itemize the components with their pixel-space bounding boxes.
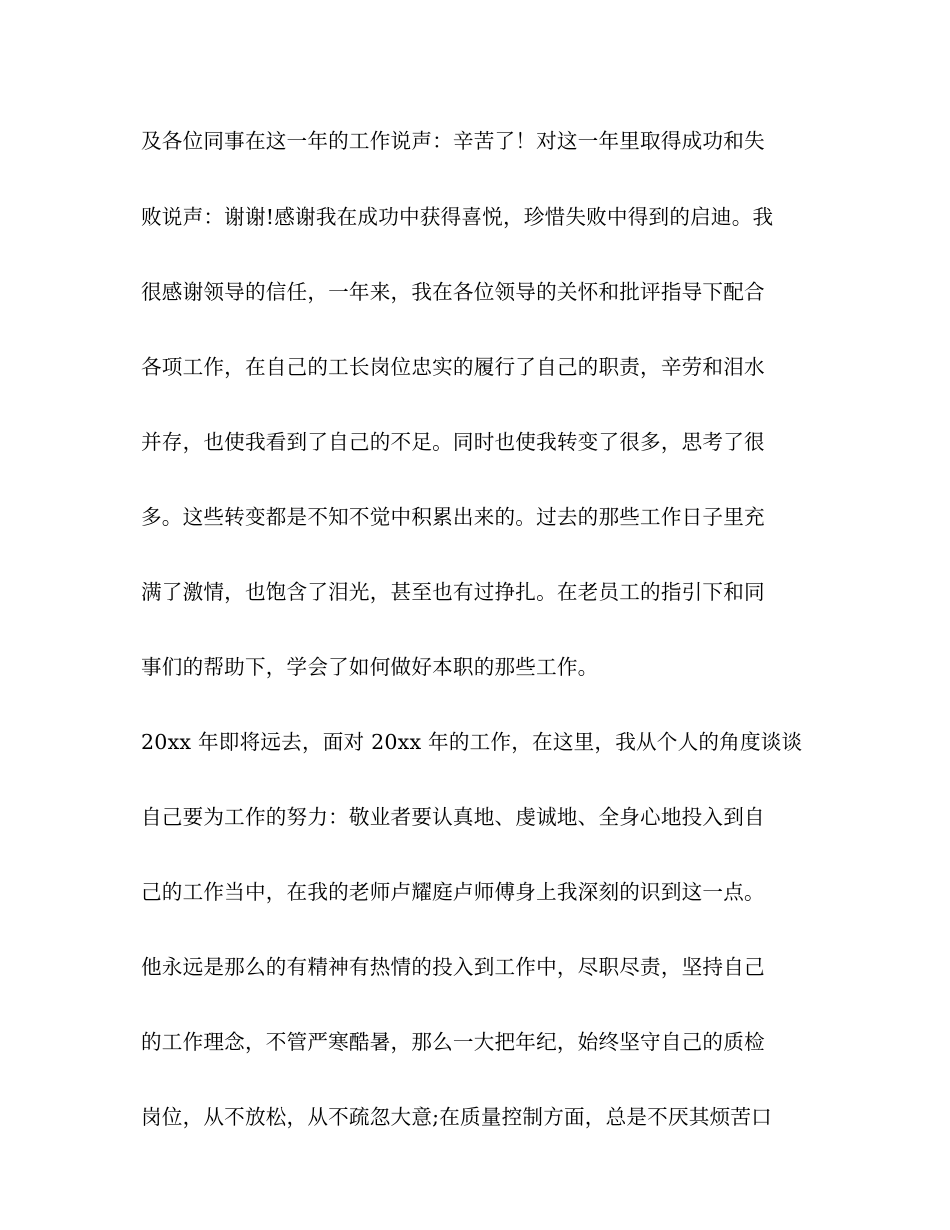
- text-line: 自己要为工作的努力：敬业者要认真地、虔诚地、全身心地投入到自: [141, 805, 765, 829]
- text-line: 败说声：谢谢!感谢我在成功中获得喜悦，珍惜失败中得到的启迪。我: [141, 205, 774, 229]
- text-line: 多。这些转变都是不知不觉中积累出来的。过去的那些工作日子里充: [141, 505, 765, 529]
- text-line: 及各位同事在这一年的工作说声：辛苦了！对这一年里取得成功和失: [141, 129, 765, 153]
- text-line: 岗位，从不放松，从不疏忽大意;在质量控制方面，总是不厌其烦苦口: [141, 1105, 772, 1129]
- text-line: 20xx 年即将远去，面对 20xx 年的工作，在这里，我从个人的角度谈谈: [141, 730, 803, 754]
- text-line: 事们的帮助下，学会了如何做好本职的那些工作。: [141, 655, 599, 679]
- text-line: 很感谢领导的信任，一年来，我在各位领导的关怀和批评指导下配合: [141, 280, 765, 304]
- text-line: 的工作理念，不管严寒酷暑，那么一大把年纪，始终坚守自己的质检: [141, 1030, 765, 1054]
- text-line: 并存，也使我看到了自己的不足。同时也使我转变了很多，思考了很: [141, 430, 765, 454]
- text-line: 己的工作当中，在我的老师卢耀庭卢师傅身上我深刻的识到这一点。: [141, 880, 765, 904]
- text-line: 他永远是那么的有精神有热情的投入到工作中，尽职尽责，坚持自己: [141, 955, 765, 979]
- text-line: 各项工作，在自己的工长岗位忠实的履行了自己的职责，辛劳和泪水: [141, 355, 765, 379]
- text-line: 满了激情，也饱含了泪光，甚至也有过挣扎。在老员工的指引下和同: [141, 580, 765, 604]
